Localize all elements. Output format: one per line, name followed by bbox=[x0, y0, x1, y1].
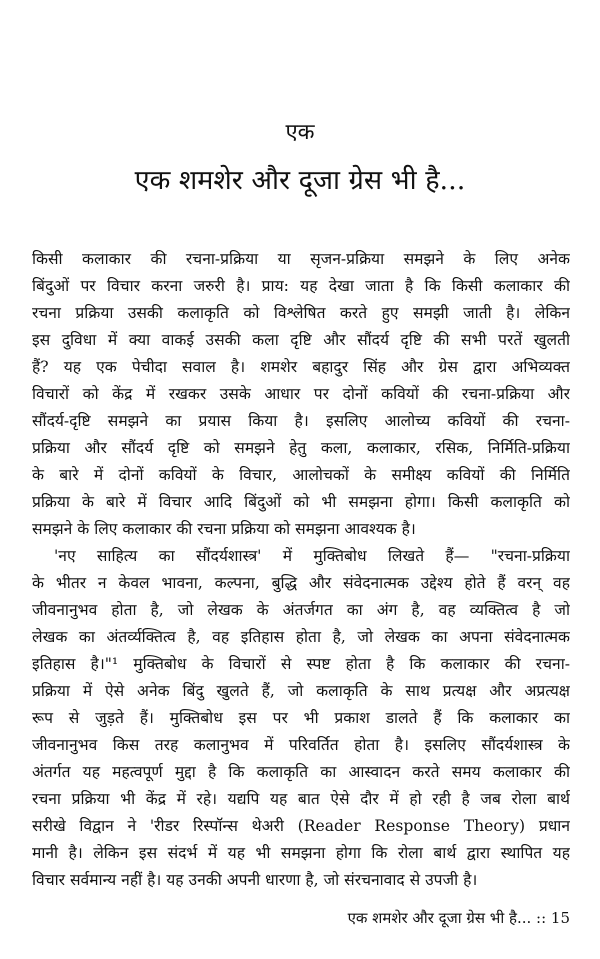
text-line: इस दुविधा में क्या वाकई उसकी कला दृष्टि और सौंदर्य दृष्टि की सभी परतें खुलती bbox=[32, 331, 570, 349]
running-footer: एक शमशेर और दूजा ग्रेस भी है... :: 15 bbox=[347, 909, 570, 927]
text-line: सरीखे विद्वान ने 'रीडर रिस्पॉन्स थेअरी (Reader Response Theory) प्रधान bbox=[32, 817, 570, 835]
text-line: प्रक्रिया के बारे में विचार आदि बिंदुओं को भी समझना होगा। किसी कलाकृति को bbox=[32, 493, 570, 511]
text-line: के बारे में दोनों कवियों के विचार, आलोचकों के समीक्ष्य कवियों की निर्मिति bbox=[32, 466, 570, 484]
text-line: हैं? यह एक पेचीदा सवाल है। शमशेर बहादुर सिंह और ग्रेस द्वारा अभिव्यक्त bbox=[32, 358, 570, 376]
text-line: विचार सर्वमान्य नहीं है। यह उनकी अपनी धारणा है, जो संरचनावाद से उपजी है। bbox=[32, 871, 478, 889]
text-line: 'नए साहित्य का सौंदर्यशास्त्र' में मुक्तिबोध लिखते हैं— "रचना-प्रक्रिया bbox=[54, 547, 570, 565]
text-line: किसी कलाकार की रचना-प्रक्रिया या सृजन-प्रक्रिया समझने के लिए अनेक bbox=[32, 250, 570, 268]
text-line: मानी है। लेकिन इस संदर्भ में यह भी समझना होगा कि रोला बार्थ द्वारा स्थापित यह bbox=[32, 844, 570, 862]
chapter-title: एक शमशेर और दूजा ग्रेस भी है... bbox=[134, 165, 466, 196]
text-line: रचना प्रक्रिया भी केंद्र में रहे। यद्यपि यह बात ऐसे दौर में हो रही है जब रोला बार्थ bbox=[32, 790, 570, 808]
text-line: सौंदर्य-दृष्टि समझने का प्रयास किया है। इसलिए आलोच्य कवियों की रचना- bbox=[32, 412, 570, 430]
text-line: प्रक्रिया और सौंदर्य दृष्टि को समझने हेतु कला, कलाकार, रसिक, निर्मिति-प्रक्रिया bbox=[32, 439, 570, 457]
chapter-number: एक bbox=[285, 120, 315, 145]
text-line: लेखक का अंतर्व्यक्तित्व है, वह इतिहास होता है, जो लेखक का अपना संवेदनात्मक bbox=[32, 628, 570, 646]
text-line: रचना प्रक्रिया उसकी कलाकृति को विश्लेषित करते हुए समझी जाती है। लेकिन bbox=[32, 304, 570, 322]
body-text bbox=[32, 246, 570, 894]
paragraph bbox=[32, 543, 570, 894]
text-line: जीवनानुभव किस तरह कलानुभव में परिवर्तित होता है। इसलिए सौंदर्यशास्त्र के bbox=[32, 736, 570, 754]
text-line: समझने के लिए कलाकार की रचना प्रक्रिया को समझना आवश्यक है। bbox=[32, 520, 416, 538]
text-line: के भीतर न केवल भावना, कल्पना, बुद्धि और संवेदनात्मक उद्देश्य होते हैं वरन् वह bbox=[32, 574, 570, 592]
text-line: जीवनानुभव होता है, जो लेखक के अंतर्जगत का अंग है, वह व्यक्तित्व है जो bbox=[32, 601, 570, 619]
text-line: रूप से जुड़ते हैं। मुक्तिबोध इस पर भी प्रकाश डालते हैं कि कलाकार का bbox=[32, 709, 570, 727]
text-line: अंतर्गत यह महत्वपूर्ण मुद्दा है कि कलाकृति का आस्वादन करते समय कलाकार की bbox=[32, 763, 570, 781]
paragraph bbox=[32, 246, 570, 543]
text-line: विचारों को केंद्र में रखकर उसके आधार पर दोनों कवियों की रचना-प्रक्रिया और bbox=[32, 385, 570, 403]
text-line: इतिहास है।"¹ मुक्तिबोध के विचारों से स्पष्ट होता है कि कलाकार की रचना- bbox=[32, 655, 570, 673]
text-line: प्रक्रिया में ऐसे अनेक बिंदु खुलते हैं, जो कलाकृति के साथ प्रत्यक्ष और अप्रत्यक्ष bbox=[32, 682, 570, 700]
text-line: बिंदुओं पर विचार करना जरुरी है। प्राय: यह देखा जाता है कि किसी कलाकार की bbox=[32, 277, 570, 295]
